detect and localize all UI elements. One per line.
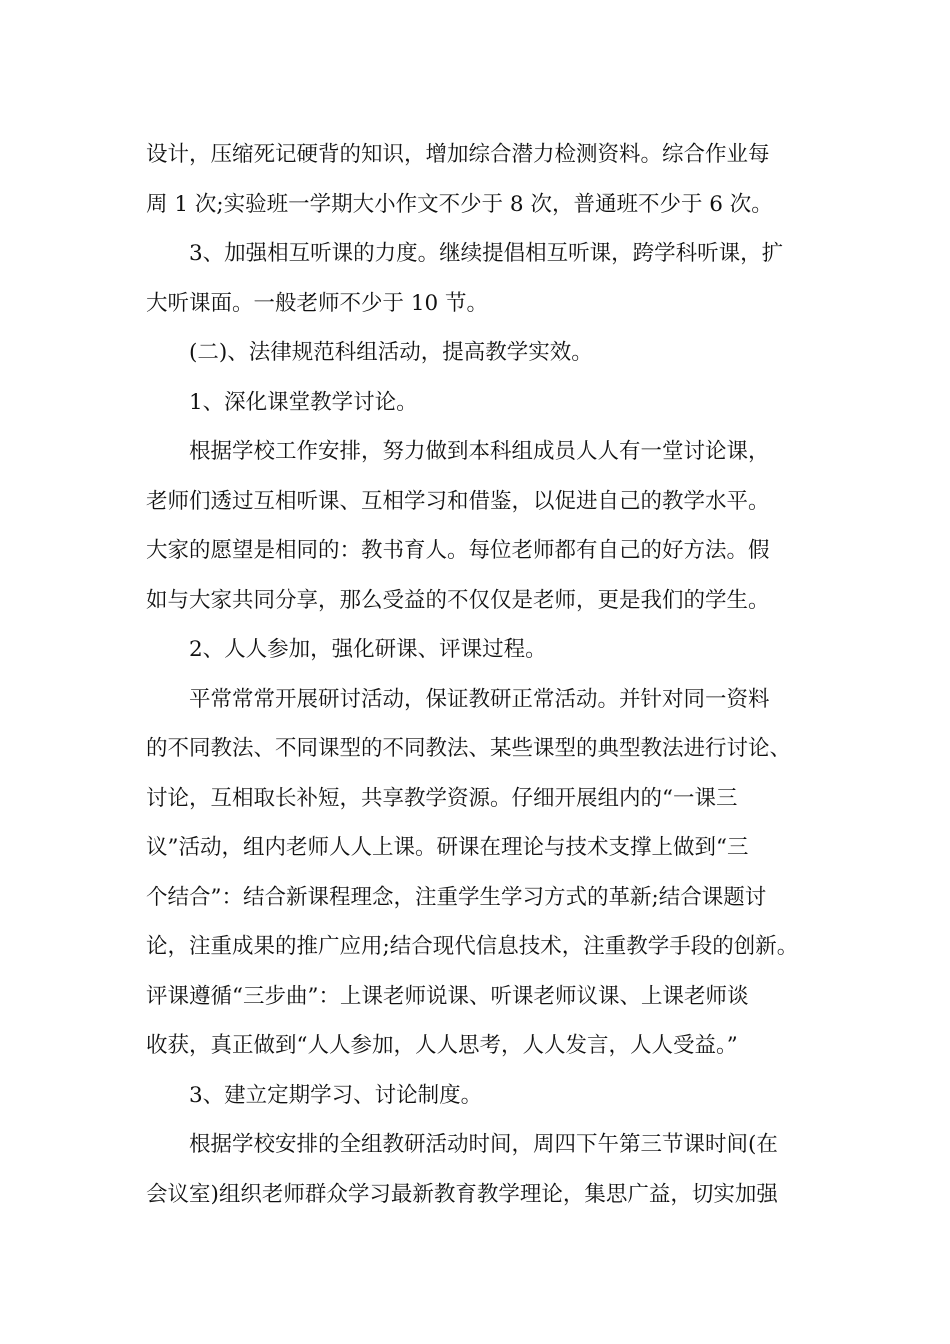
- subsection-heading: 1、深化课堂教学讨论。: [189, 389, 418, 415]
- text-line: 大听课面。一般老师不少于 10 节。: [146, 290, 489, 316]
- text-line: 根据学校安排的全组教研活动时间，周四下午第三节课时间(在: [189, 1132, 778, 1157]
- text-line: 3、加强相互听课的力度。继续提倡相互听课，跨学科听课，扩: [189, 241, 784, 266]
- text-line: 个结合”：结合新课程理念，注重学生学习方式的革新;结合课题讨: [146, 884, 767, 910]
- text-line: 的不同教法、不同课型的不同教法、某些课型的典型教法进行讨论、: [146, 736, 792, 761]
- text-line: 评课遵循“三步曲”：上课老师说课、听课老师议课、上课老师谈: [146, 983, 749, 1009]
- text-line: 会议室)组织老师群众学习最新教育教学理论，集思广益，切实加强: [146, 1181, 778, 1207]
- text-line: 设计，压缩死记硬背的知识，增加综合潜力检测资料。综合作业每: [146, 142, 770, 167]
- subsection-heading: 2、人人参加，强化研课、评课过程。: [189, 637, 547, 662]
- document-body: [146, 130, 806, 1219]
- text-line: 如与大家共同分享，那么受益的不仅仅是老师，更是我们的学生。: [146, 587, 770, 613]
- text-line: 周 1 次;实验班一学期大小作文不少于 8 次，普通班不少于 6 次。: [146, 191, 773, 217]
- text-line: 老师们透过互相听课、互相学习和借鉴，以促进自己的教学水平。: [146, 488, 770, 514]
- text-line: 大家的愿望是相同的：教书育人。每位老师都有自己的好方法。假: [146, 538, 770, 563]
- text-line: 讨论，互相取长补短，共享教学资源。仔细开展组内的“一课三: [146, 785, 738, 811]
- text-line: 收获，真正做到“人人参加，人人思考，人人发言，人人受益。”: [146, 1033, 738, 1058]
- subsection-heading: 3、建立定期学习、讨论制度。: [189, 1082, 483, 1108]
- text-line: 平常常常开展研讨活动，保证教研正常活动。并针对同一资料: [189, 686, 770, 712]
- text-line: 根据学校工作安排，努力做到本科组成员人人有一堂讨论课，: [189, 439, 770, 464]
- text-line: 论，注重成果的推广应用;结合现代信息技术，注重教学手段的创新。: [146, 934, 799, 959]
- section-heading: (二)、法律规范科组活动，提高教学实效。: [189, 340, 593, 365]
- text-line: 议”活动，组内老师人人上课。研课在理论与技术支撑上做到“三: [146, 835, 749, 860]
